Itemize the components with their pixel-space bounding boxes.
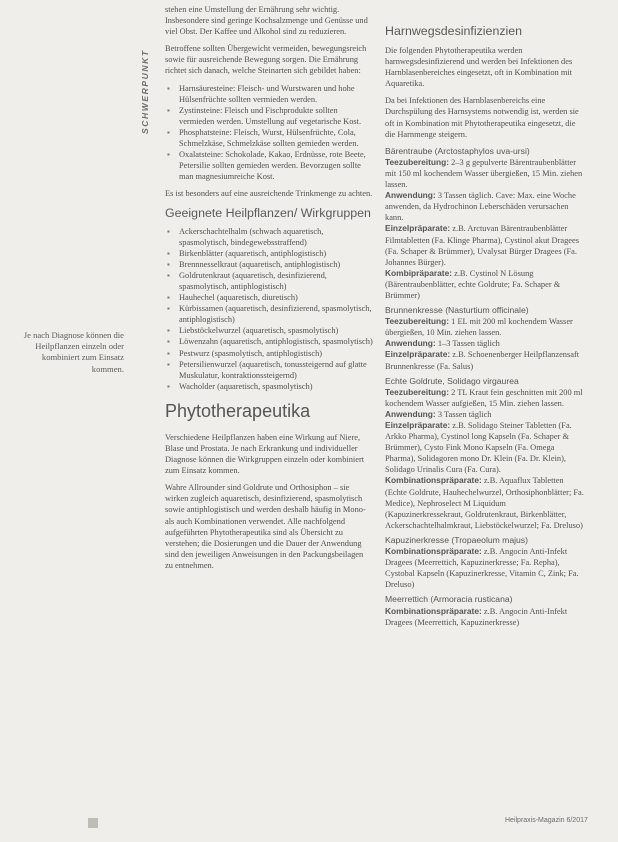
list-item: ▪ Harnsäuresteine: Fleisch- und Wurstwaren und hohe Hülsenfrüchte sollten vermieden werden. — [165, 83, 373, 105]
list-item: ▪ Wacholder (aquaretisch, spasmolytisch) — [165, 381, 373, 392]
list-item: ▪ Birkenblätter (aquaretisch, antiphlogistisch) — [165, 248, 373, 259]
section-tab: SCHWERPUNKT — [140, 49, 150, 134]
list-item: ▪ Pestwurz (spasmolytisch, antiphlogistisch) — [165, 348, 373, 359]
page-footer: Heilpraxis-Magazin 6/2017 — [505, 817, 588, 824]
list-item: ▪ Phosphatsteine: Fleisch, Wurst, Hülsenfrüchte, Cola, Schmelzkäse, Schmelzkäse sollten gemieden werden. — [165, 127, 373, 149]
right-intro-1: Die folgenden Phytotherapeutika werden harnwegsdesinfizierend und werden bei Infektionen des Harnblasenbereiches eingesetzt, oft in Kombination mit Aquaretika. — [385, 46, 573, 89]
plant-name: Meerrettich (Armoracia rusticana) — [385, 594, 513, 605]
page-marker — [88, 818, 98, 828]
phyto-paragraph-2: Wahre Allrounder sind Goldrute und Orthosiphon – sie wirken zugleich aquaretisch, desinfizierend, spasmolytisch sowie antiphlogistisch und werden deshalb häufig in Mono- als auch Kombinationen verwendet. Alle nachfolgend aufgeführten Phytotherapeutika sind als Übersicht zu verstehen; die Dosierungen und die Dauer der Anwendung sind den jeweiligen Anweisungen in den Packungsbeilagen zu entnehmen. — [165, 483, 366, 570]
plant-entry — [385, 376, 585, 531]
diet-list — [165, 83, 373, 183]
phyto-paragraph-1: Verschiedene Heilpflanzen haben eine Wirkung auf Niere, Blase und Prostata. Je nach Erkrankung und individueller Diagnose können die Wirkgruppen einzeln oder kombiniert zum Einsatz kommen. — [165, 432, 365, 476]
plant-line: Teezubereitung: 2–3 g gepulverte Bärentraubenblätter mit 150 ml kochendem Wasser übergießen, 15 Min. ziehen lassen. — [385, 156, 583, 190]
right-column — [385, 24, 585, 632]
plant-line: Einzelpräparate: z.B. Arctuvan Bärentraubenblätter Filmtabletten (Fa. Klinge Pharma), Cystinol akut Dragees (Fa. Schaper & Brümmer), Uvalysat Bürger Dragees (Fa. Johannes Bürger). — [385, 223, 579, 267]
plant-line: Anwendung: 1–3 Tassen täglich — [385, 338, 500, 349]
list-item: ▪ Goldrutenkraut (aquaretisch, desinfizierend, spasmolytisch, antiphlogistisch) — [165, 270, 373, 292]
plant-entry — [385, 535, 585, 590]
intro-paragraph-3: Es ist besonders auf eine ausreichende Trinkmenge zu achten. — [165, 189, 373, 199]
plant-line: Einzelpräparate: z.B. Solidago Steiner Tabletten (Fa. Arkko Pharma), Cystinol long Kapseln (Fa. Schaper & Brümmer), Cysto Fink Mono Kapseln (Fa. Omega Pharma), Solidagoren mono Dr. Klein (Fa. Dr. Klein), Solidago Urinalis Cura (Fa. Cura). — [385, 420, 572, 475]
heading-disinfectants: Harnwegsdesinfizienzien — [385, 24, 523, 38]
plant-line: Kombinationspräparate: z.B. Angocin Anti-Infekt Dragees (Meerrettich, Kapuzinerkresse; Fa. Repha), Cystobal Kapseln (Kapuzinerkresse, Vitamin C, Zink; Fa. Dreluso) — [385, 546, 579, 590]
heading-phytotherapeutics: Phytotherapeutika — [165, 400, 311, 421]
right-intro-2: Da bei Infektionen des Harnblasenbereichs eine Durchspülung des Harnsystems notwendig ist, werden sie oft in Kombination mit Phytotherapeutika eingesetzt, die die Harnmenge steigern. — [385, 96, 579, 139]
plant-line: Anwendung: 3 Tassen täglich — [385, 408, 492, 419]
list-item: ▪ Petersilienwurzel (aquaretisch, tonussteigernd auf glatte Muskulatur, kontraktionssteigernd) — [165, 359, 373, 381]
plant-line: Teezubereitung: 2 TL Kraut fein geschnitten mit 200 ml kochendem Wasser aufgießen, 15 Min. ziehen lassen. — [385, 386, 583, 408]
margin-note: Je nach Diagnose können die Heilpflanzen einzeln oder kombiniert zum Einsatz kommen. — [23, 330, 124, 374]
list-item: ▪ Kürbissamen (aquaretisch, desinfizierend, spasmolytisch, antiphlogistisch) — [165, 303, 373, 325]
plant-line: Einzelpräparate: z.B. Schoenenberger Heilpflanzensaft Brunnenkresse (Fa. Salus) — [385, 349, 580, 371]
list-item: ▪ Löwenzahn (aquaretisch, antiphlogistisch, spasmolytisch) — [165, 336, 373, 347]
list-item: ▪ Zystinsteine: Fleisch und Fischprodukte sollten vermieden werden. Umstellung auf vegetarische Kost. — [165, 105, 373, 127]
plant-entry — [385, 305, 585, 372]
plant-name: Brunnenkresse (Nasturtium officinale) — [385, 305, 529, 316]
plant-line: Anwendung: 3 Tassen täglich. Cave: Max. eine Woche anwenden, da Hydrochinon Leberschäden verursachen kann. — [385, 190, 576, 223]
list-item: ▪ Liebstöckelwurzel (aquaretisch, spasmolytisch) — [165, 325, 373, 336]
list-item: ▪ Hauhechel (aquaretisch, diuretisch) — [165, 292, 373, 303]
list-item: ▪ Oxalatsteine: Schokolade, Kakao, Erdnüsse, rote Beete, Petersilie sollten gemieden werden. Bevorzugen sollte man magnesiumreiche Kost. — [165, 149, 373, 182]
plant-name: Bärentraube (Arctostaphylos uva-ursi) — [385, 145, 530, 156]
plant-line: Teezubereitung: 1 EL mit 200 ml kochendem Wasser übergießen, 10 Min. ziehen lassen. — [385, 316, 573, 338]
list-item: ▪ Brennnesselkraut (aquaretisch, antiphlogistisch) — [165, 259, 373, 270]
plant-name: Kapuzinerkresse (Tropaeolum majus) — [385, 534, 528, 545]
plant-entry — [385, 146, 585, 301]
plant-name: Echte Goldrute, Solidago virgaurea — [385, 375, 519, 386]
plant-line: Kombinationspräparate: z.B. Angocin Anti-Infekt Dragees (Meerrettich, Kapuzinerkresse) — [385, 605, 568, 627]
plants-list — [165, 226, 373, 392]
middle-column — [165, 4, 373, 577]
plant-line: Kombinationspräparate: z.B. Aquaflux Tabletten (Echte Goldrute, Hauhechelwurzel, Orthosiphonblätter; Fa. Medice), Nephroselect M Liquidum (Kapuzinerkressekraut, Goldrutenkraut, Birkenblätter, Ackerschachtelhalmkraut, Liebstöckelwurzel; Fa. Dreluso) — [385, 475, 584, 530]
heading-plants: Geeignete Heilpflanzen/ Wirkgruppen — [165, 205, 371, 220]
intro-paragraph-1: stehen eine Umstellung der Ernährung sehr wichtig. Insbesondere sind geringe Kochsalzmenge und Genüsse und viel Obst. Der Kaffee und Alkohol sind zu reduzieren. — [165, 5, 368, 37]
intro-paragraph-2: Betroffene sollten Übergewicht vermeiden, bewegungsreich sowie für ausreichende Bewegung sorgen. Die Ernährung richtet sich danach, welche Steinarten sich gebildet haben: — [165, 44, 367, 76]
plant-line: Kombipräparate: z.B. Cystinol N Lösung (Bärentraubenblätter, echte Goldrute; Fa. Schaper & Brümmer) — [385, 267, 561, 300]
list-item: ▪ Ackerschachtelhalm (schwach aquaretisch, spasmolytisch, bindegewebsstraffend) — [165, 226, 373, 248]
plant-entry — [385, 594, 585, 627]
